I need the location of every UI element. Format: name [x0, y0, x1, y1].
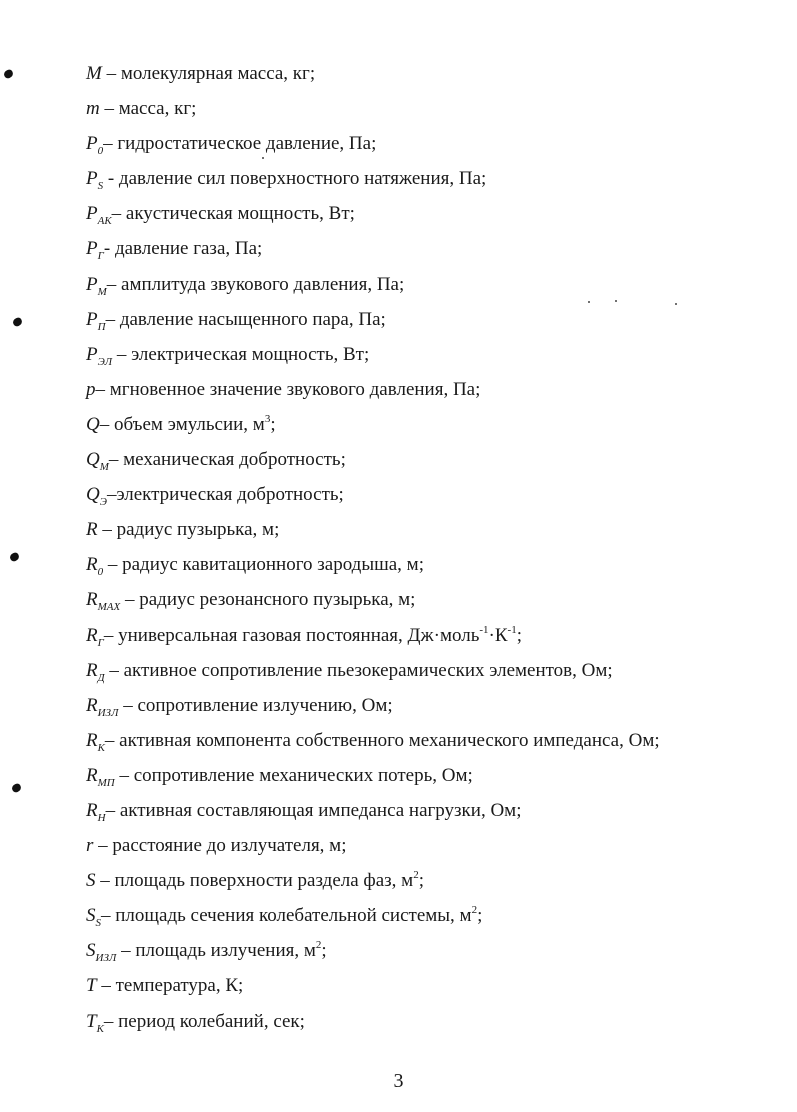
symbol-entry — [86, 904, 776, 939]
symbol: S — [86, 905, 96, 927]
symbol-description: – активная компонента собственного механического импеданса, Ом; — [104, 729, 660, 751]
symbol-entry — [86, 202, 776, 237]
symbol-entry — [86, 483, 776, 518]
symbol: Q — [86, 484, 100, 506]
binder-hole-mark — [12, 316, 24, 327]
symbol-subscript: АК — [97, 215, 112, 228]
entry-tail: ; — [321, 940, 327, 962]
symbol-subscript: К — [96, 1022, 104, 1035]
symbol-subscript: 0 — [97, 566, 104, 579]
symbol: T — [86, 1010, 97, 1032]
unit-exponent: 2 — [413, 869, 419, 882]
symbol-subscript: МАХ — [97, 601, 121, 614]
symbol-subscript: S — [95, 917, 101, 930]
symbol: r — [86, 835, 94, 857]
symbol: Q — [86, 413, 100, 435]
symbol: P — [86, 343, 98, 365]
unit-exponent: -1 — [479, 623, 489, 636]
symbol-description: – температура, К; — [96, 975, 244, 997]
symbol-subscript: К — [97, 741, 105, 754]
symbol-description: – давление насыщенного пара, Па; — [105, 308, 386, 330]
symbol-subscript: М — [97, 285, 107, 298]
symbol-entry — [86, 518, 776, 553]
unit-exponent: -1 — [507, 623, 517, 636]
symbol-description: – механическая добротность; — [108, 449, 346, 471]
symbol: P — [86, 168, 98, 190]
symbol-subscript: Н — [97, 811, 106, 824]
entry-tail: ; — [418, 870, 424, 892]
symbol-entry — [86, 237, 776, 272]
symbol-description: – активное сопротивление пьезокерамических элементов, Ом; — [104, 659, 613, 681]
symbol-description: – активная составляющая импеданса нагрузки, Ом; — [105, 799, 522, 821]
symbol-subscript: Г — [97, 250, 104, 263]
symbol-description: – расстояние до излучателя, м; — [93, 835, 347, 857]
entry-tail: ; — [270, 413, 276, 435]
symbol-entry — [86, 413, 776, 448]
symbol-description: - давление сил поверхностного натяжения, Па; — [103, 168, 487, 190]
symbol: P — [86, 203, 98, 225]
symbol-description: - давление газа, Па; — [103, 238, 263, 260]
symbol-subscript: ИЗЛ — [97, 706, 119, 719]
symbol-description: –электрическая добротность; — [106, 484, 344, 506]
unit-exponent: 2 — [315, 939, 322, 952]
symbol-subscript: Э — [99, 496, 107, 509]
symbol-entry — [86, 1010, 776, 1045]
unit-part: ·К — [488, 624, 508, 646]
binder-hole-mark — [9, 551, 21, 562]
symbol-description: – сопротивление механических потерь, Ом; — [114, 764, 473, 786]
symbol-entry — [86, 588, 776, 623]
symbol-entry — [86, 308, 776, 343]
symbol: R — [86, 659, 98, 681]
symbol: P — [86, 238, 98, 260]
symbol-entry — [86, 448, 776, 483]
symbol-description: – объем эмульсии, м — [99, 413, 265, 435]
symbol-subscript: S — [97, 180, 104, 193]
symbol-subscript: МП — [97, 776, 115, 789]
symbol: Q — [86, 449, 100, 471]
symbol-entry — [86, 659, 776, 694]
symbol-entry — [86, 729, 776, 764]
symbol: R — [86, 624, 98, 646]
symbol: R — [86, 764, 98, 786]
symbol-description: – универсальная газовая постоянная, Дж·моль — [103, 624, 480, 646]
symbol-entry — [86, 132, 776, 167]
symbol-description: – радиус пузырька, м; — [97, 519, 280, 541]
symbol-entry — [86, 869, 776, 904]
symbol-subscript: Д — [97, 671, 105, 684]
page-number: 3 — [393, 1070, 404, 1092]
unit-exponent: 2 — [471, 904, 478, 917]
symbol-subscript: 0 — [97, 145, 104, 158]
symbol-entry — [86, 343, 776, 378]
symbol-entry — [86, 764, 776, 799]
symbol-description: – площадь поверхности раздела фаз, м — [95, 870, 414, 892]
symbol: R — [86, 694, 98, 716]
entry-tail: ; — [477, 905, 483, 927]
symbol-entry — [86, 97, 776, 132]
symbol-description: – сопротивление излучению, Ом; — [118, 694, 393, 716]
entry-tail: ; — [516, 624, 522, 646]
symbol-description: – период колебаний, сек; — [103, 1010, 305, 1032]
binder-hole-mark — [11, 782, 23, 793]
symbol-description: – гидростатическое давление, Па; — [103, 133, 377, 155]
symbol-description: – площадь излучения, м — [116, 940, 316, 962]
symbol-description: – электрическая мощность, Вт; — [112, 343, 370, 365]
symbol: R — [86, 519, 98, 541]
symbol: m — [86, 98, 100, 120]
symbol: R — [86, 729, 98, 751]
unit-exponent: 3 — [264, 412, 271, 425]
symbol: S — [86, 870, 96, 892]
symbol: R — [86, 554, 98, 576]
symbol-entry — [86, 62, 776, 97]
symbol: p — [86, 378, 96, 400]
symbol-description: – мгновенное значение звукового давления, Па; — [95, 378, 481, 400]
symbol: M — [86, 63, 102, 84]
symbol-entry — [86, 694, 776, 729]
symbol: P — [86, 133, 98, 155]
symbol-entry — [86, 273, 776, 308]
symbol-entry — [86, 939, 776, 974]
symbol-entry — [86, 553, 776, 588]
symbol-entry — [86, 834, 776, 869]
symbol-entry — [86, 799, 776, 834]
symbol-subscript: ЭЛ — [97, 355, 113, 368]
symbol-description: – акустическая мощность, Вт; — [111, 203, 355, 225]
symbol-subscript: М — [99, 461, 109, 474]
symbol-subscript: Г — [97, 636, 104, 649]
symbol: P — [86, 273, 98, 295]
symbol-entry — [86, 974, 776, 1009]
symbol-description: – радиус кавитационного зародыша, м; — [103, 554, 424, 576]
symbol-description: – молекулярная масса, кг; — [101, 63, 316, 84]
binder-hole-mark — [3, 68, 15, 79]
symbol-description: – масса, кг; — [99, 98, 197, 120]
symbol-list — [86, 62, 776, 1045]
symbol: S — [86, 940, 96, 962]
symbol: R — [86, 799, 98, 821]
symbol-description: – радиус резонансного пузырька, м; — [120, 589, 416, 611]
symbol-subscript: П — [97, 320, 106, 333]
symbol-description: – площадь сечения колебательной системы, м — [101, 905, 472, 927]
symbol-description: – амплитуда звукового давления, Па; — [106, 273, 405, 295]
symbol-subscript: ИЗЛ — [95, 952, 117, 965]
symbol: P — [86, 308, 98, 330]
symbol-entry — [86, 624, 776, 659]
symbol: R — [86, 589, 98, 611]
symbol: T — [86, 975, 97, 997]
symbol-entry — [86, 167, 776, 202]
symbol-entry — [86, 378, 776, 413]
